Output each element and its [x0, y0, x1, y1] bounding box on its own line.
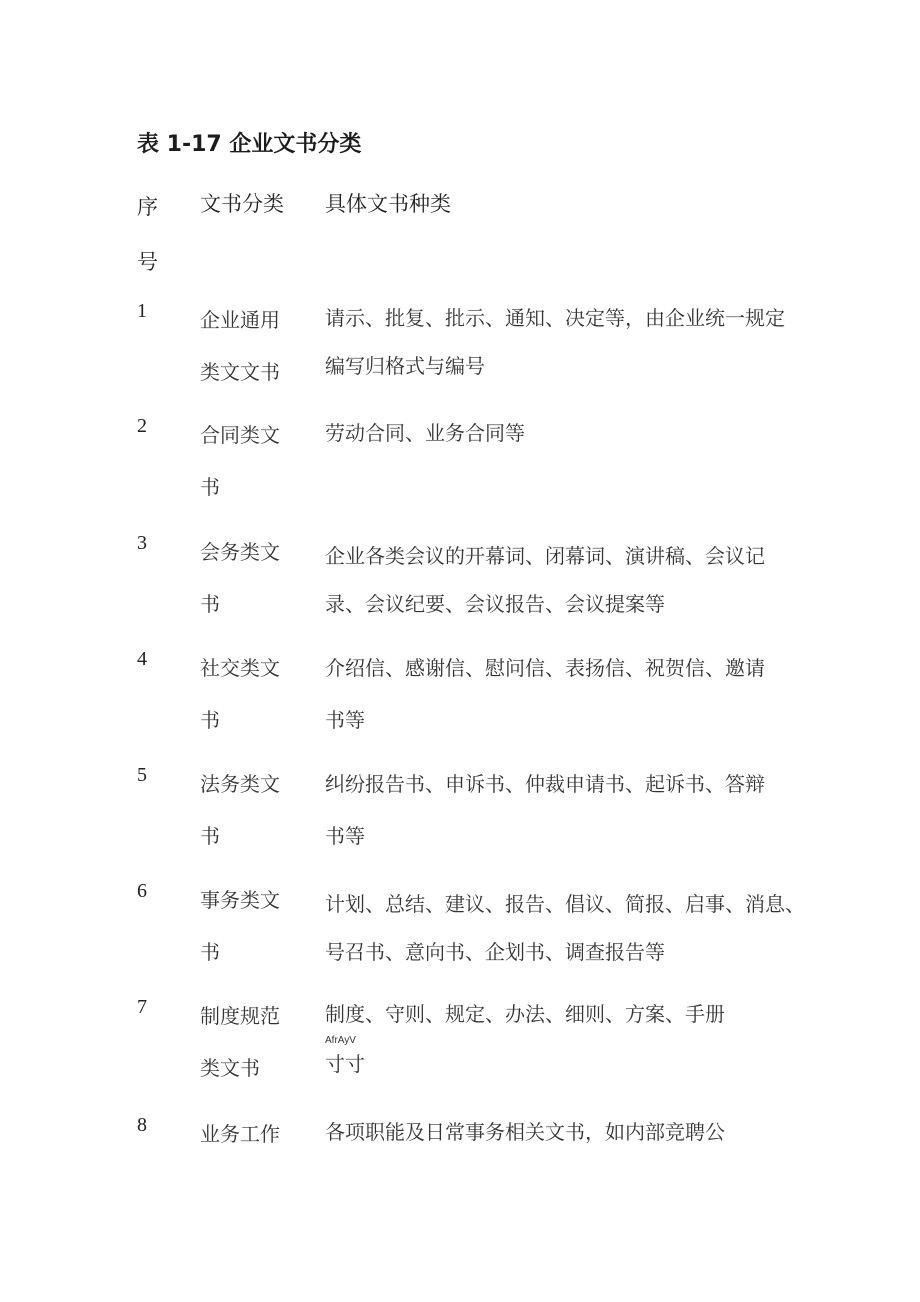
row-number: 3: [137, 532, 147, 554]
row-category: 会务类文书: [200, 540, 280, 616]
row-specific: 介绍信、感谢信、慰问信、表扬信、祝贺信、邀请书等: [325, 656, 765, 732]
header-seq: 序号: [137, 195, 158, 274]
row-number: 8: [137, 1114, 147, 1136]
row-small-note: AfrAyV: [325, 1035, 356, 1046]
row-specific: 制度、守则、规定、办法、细则、方案、手册: [325, 1002, 725, 1026]
row-category: 社交类文书: [200, 656, 280, 732]
row-number: 4: [137, 648, 147, 670]
row-specific-continued: 寸寸: [325, 1052, 365, 1076]
row-specific: 劳动合同、业务合同等: [325, 421, 525, 445]
row-number: 7: [137, 996, 147, 1018]
row-number: 2: [137, 415, 147, 437]
row-specific: 各项职能及日常事务相关文书，如内部竞聘公: [325, 1120, 725, 1144]
row-number: 1: [137, 300, 147, 322]
row-category: 业务工作: [200, 1122, 280, 1146]
row-category: 合同类文书: [200, 423, 280, 499]
row-specific: 请示、批复、批示、通知、决定等，由企业统一规定编写归格式与编号: [325, 306, 785, 378]
header-category: 文书分类: [200, 192, 284, 216]
row-category: 制度规范类文书: [200, 1004, 280, 1080]
row-category: 法务类文书: [200, 772, 280, 848]
row-number: 5: [137, 764, 147, 786]
row-category: 事务类文书: [200, 888, 280, 964]
row-specific: 企业各类会议的开幕词、闭幕词、演讲稿、会议记录、会议纪要、会议报告、会议提案等: [325, 544, 765, 616]
row-number: 6: [137, 880, 147, 902]
row-specific: 纠纷报告书、申诉书、仲裁申请书、起诉书、答辩书等: [325, 772, 765, 848]
row-category: 企业通用类文文书: [200, 308, 280, 384]
table-title: 表 1-17 企业文书分类: [137, 132, 362, 157]
row-specific: 计划、总结、建议、报告、倡议、简报、启事、消息、号召书、意向书、企划书、调查报告等: [325, 892, 805, 964]
header-specific: 具体文书种类: [325, 192, 451, 216]
